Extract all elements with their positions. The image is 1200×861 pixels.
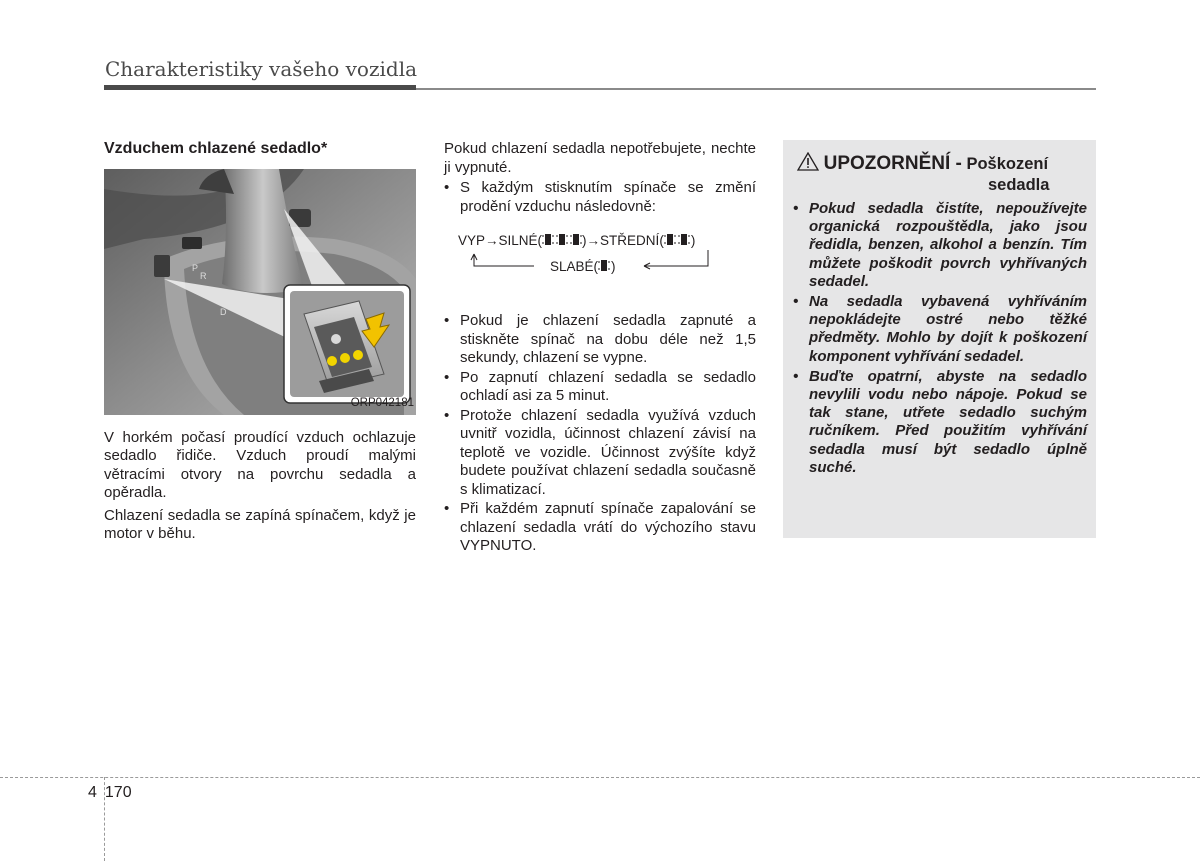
warning-label: UPOZORNĚNÍ -: [823, 153, 962, 174]
section-heading: Vzduchem chlazené sedadlo*: [104, 140, 328, 157]
warning-box: [783, 140, 1096, 538]
middle-column: [444, 140, 756, 557]
list-item: • Po zapnutí chlazení sedadla se sedadlo ochladí asi za 5 minut.: [444, 369, 756, 406]
bullet-list: [444, 312, 756, 556]
cycle-arrows: [444, 224, 756, 300]
page-header-title: Charakteristiky vašeho vozidla: [105, 57, 418, 81]
intro-paragraph: Pokud chlazení sedadla nepotřebujete, nechte ji vypnuté.: [444, 140, 756, 176]
mode-off-label: VYP: [458, 233, 486, 248]
fan-mode-cycle-diagram: [444, 224, 756, 300]
warning-subtitle-1: Poškození: [966, 155, 1049, 173]
page-number: [88, 784, 132, 802]
svg-text:D: D: [220, 306, 227, 317]
header-rule-light: [416, 88, 1096, 90]
page-number-value: 170: [104, 784, 132, 801]
bullet-list: [444, 179, 756, 216]
warning-item: • Pokud sedadla čistíte, nepoužívejte organická rozpouštědla, jako jsou ředidla, benzen, alkohol a benzín. Tím můžete poškodit povrch vyhřívaných sedadel.: [791, 200, 1087, 291]
list-item: • Při každém zapnutí spínače zapalování se chlazení sedadla vrátí do výchozího stavu VYPNUTO.: [444, 500, 756, 556]
list-item: • Protože chlazení sedadla využívá vzduch uvnitř vozidla, účinnost chlazení závisí na teplotě ve vozidle. Účinnost zvýšíte když budete používat chlazení sedadla současně s klimatizací.: [444, 407, 756, 500]
mode-cycle-row: VYP→SILNÉ( )→STŘEDNÍ( ): [458, 233, 696, 248]
footer-rule: [0, 777, 1200, 778]
warning-subtitle-2: sedadla: [988, 176, 1050, 194]
mode-strong-label: SILNÉ: [498, 233, 538, 248]
warning-triangle-icon: [797, 152, 819, 171]
list-item: • Pokud je chlazení sedadla zapnuté a stiskněte spínač na dobu déle než 1,5 sekundy, chlazení se vypne.: [444, 312, 756, 368]
warning-title: [797, 152, 1087, 196]
warning-item: • Buďte opatrní, abyste na sedadlo nevylili vodu nebo nápoje. Pokud se tak stane, utřete sedadlo suchým ručníkem. Před použitím vyhřívání sedadla musí být sedadlo úplně suché.: [791, 368, 1087, 477]
warning-list: [791, 200, 1087, 479]
svg-text:R: R: [200, 270, 207, 281]
header-rule-dark: [104, 85, 416, 90]
left-column: [104, 140, 416, 548]
warning-item: • Na sedadla vybavená vyhříváním nepokládejte ostré nebo těžké předměty. Mohlo by dojít k poškození komponent vyhřívání sedadel.: [791, 293, 1087, 366]
console-photo: [104, 169, 416, 415]
body-paragraph: V horkém počasí proudící vzduch ochlazuje sedadlo řidiče. Vzduch proudí malými větracími otvory na povrchu sedadla a opěradla.: [104, 428, 416, 501]
svg-text:P: P: [192, 262, 199, 273]
seat-switch-illustration: [104, 169, 416, 415]
mode-weak-row: SLABÉ( ): [550, 259, 616, 274]
mode-medium-label: STŘEDNÍ: [600, 233, 660, 248]
chapter-number: 4: [88, 784, 97, 801]
image-code: ORP042181: [350, 397, 414, 409]
list-item: • S každým stisknutím spínače se změní prodění vzduchu následovně:: [444, 179, 756, 216]
mode-weak-label: SLABÉ: [550, 259, 594, 274]
body-paragraph: Chlazení sedadla se zapíná spínačem, když je motor v běhu.: [104, 506, 416, 542]
